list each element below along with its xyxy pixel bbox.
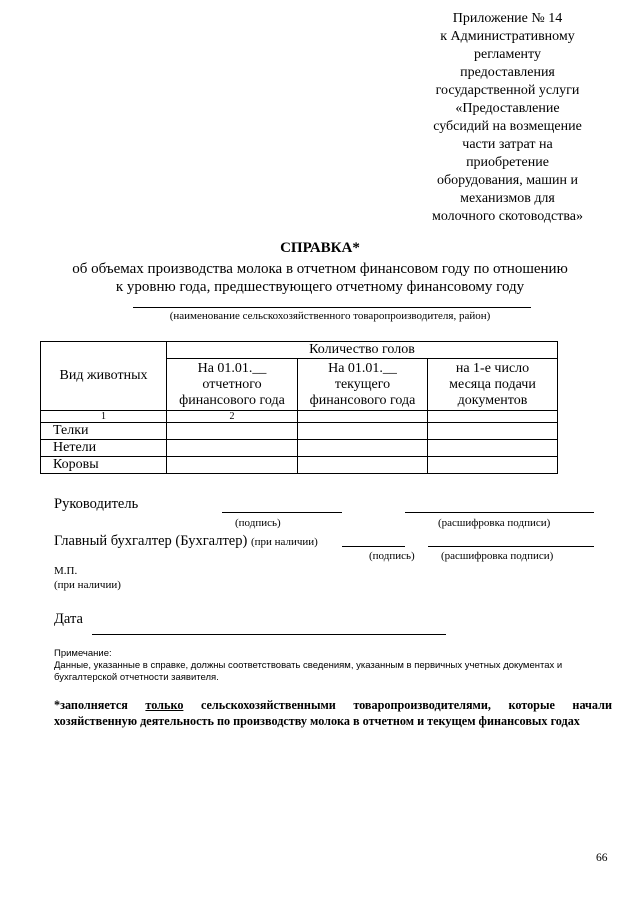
signature-caption: (подпись) <box>369 550 415 562</box>
page-title: СПРАВКА* <box>280 240 360 256</box>
column-number <box>298 411 428 423</box>
livestock-table <box>40 341 558 474</box>
table-cell[interactable] <box>298 423 428 440</box>
appendix-line: предоставления <box>460 65 555 80</box>
table-cell[interactable] <box>298 440 428 457</box>
table-cell[interactable] <box>167 440 298 457</box>
transcript-caption: (расшифровка подписи) <box>441 550 554 562</box>
page-subtitle <box>40 260 600 296</box>
appendix-line: регламенту <box>474 47 541 62</box>
column-number <box>428 411 558 423</box>
header-col-current-year: На 01.01.__ текущего финансового года <box>298 359 428 411</box>
appendix-line: оборудования, машин и <box>437 173 578 188</box>
table-cell[interactable] <box>298 457 428 474</box>
appendix-block <box>400 10 615 226</box>
appendix-line: субсидий на возмещение <box>433 119 582 134</box>
stamp-label: М.П. <box>54 565 78 577</box>
footnote: *заполняется только сельскохозяйственными товаропроизводителями, которые начали хозяйственную деятельность по производству молока в отчетном и текущем финансовых годах <box>54 698 612 728</box>
date-line[interactable] <box>92 634 446 635</box>
row-label: Коровы <box>41 457 167 474</box>
table-row <box>41 423 558 440</box>
subtitle-line-2: к уровню года, предшествующего отчетному финансовому году <box>115 279 525 295</box>
subtitle-line-1: об объемах производства молока в отчетном финансовом году по отношению <box>72 261 568 277</box>
accountant-signature-line[interactable] <box>342 546 405 547</box>
appendix-line: приобретение <box>466 155 549 170</box>
column-number-row <box>41 411 558 423</box>
note-heading: Примечание: <box>54 648 112 659</box>
head-transcript-line[interactable] <box>405 512 594 513</box>
appendix-line: «Предоставление <box>455 101 560 116</box>
date-label: Дата <box>54 611 83 627</box>
appendix-line: механизмов для <box>460 191 555 206</box>
transcript-caption: (расшифровка подписи) <box>438 517 551 529</box>
column-number: 1 <box>41 411 167 423</box>
signature-caption: (подпись) <box>235 517 281 529</box>
table-cell[interactable] <box>167 457 298 474</box>
page-number: 66 <box>596 852 608 864</box>
stamp-if-any: (при наличии) <box>54 579 121 591</box>
accountant-transcript-line[interactable] <box>428 546 594 547</box>
head-label: Руководитель <box>54 496 139 512</box>
table-cell[interactable] <box>428 457 558 474</box>
header-animal-type: Вид животных <box>41 342 167 411</box>
appendix-line: государственной услуги <box>435 83 580 98</box>
table-row <box>41 440 558 457</box>
note-body: Данные, указанные в справке, должны соответствовать сведениям, указанным в первичных учетных документах и бухгалтерской отчетности заявителя. <box>54 660 563 683</box>
appendix-line: Приложение № 14 <box>452 11 563 26</box>
header-col-reporting-year: На 01.01.__ отчетного финансового года <box>167 359 298 411</box>
header-col-submission-month: на 1-е число месяца подачи документов <box>428 359 558 411</box>
row-label: Нетели <box>41 440 167 457</box>
producer-name-line[interactable] <box>133 307 531 308</box>
appendix-line: части затрат на <box>462 137 553 152</box>
accountant-label: Главный бухгалтер (Бухгалтер) (при наличии) <box>54 533 318 549</box>
head-signature-line[interactable] <box>222 512 342 513</box>
row-label: Телки <box>41 423 167 440</box>
appendix-line: молочного скотоводства» <box>432 209 583 224</box>
column-number: 2 <box>167 411 298 423</box>
appendix-line: к Административному <box>440 29 575 44</box>
table-cell[interactable] <box>167 423 298 440</box>
table-cell[interactable] <box>428 423 558 440</box>
table-row <box>41 457 558 474</box>
table-cell[interactable] <box>428 440 558 457</box>
producer-name-label: (наименование сельскохозяйственного товаропроизводителя, район) <box>169 310 491 322</box>
header-head-count: Количество голов <box>167 342 558 359</box>
